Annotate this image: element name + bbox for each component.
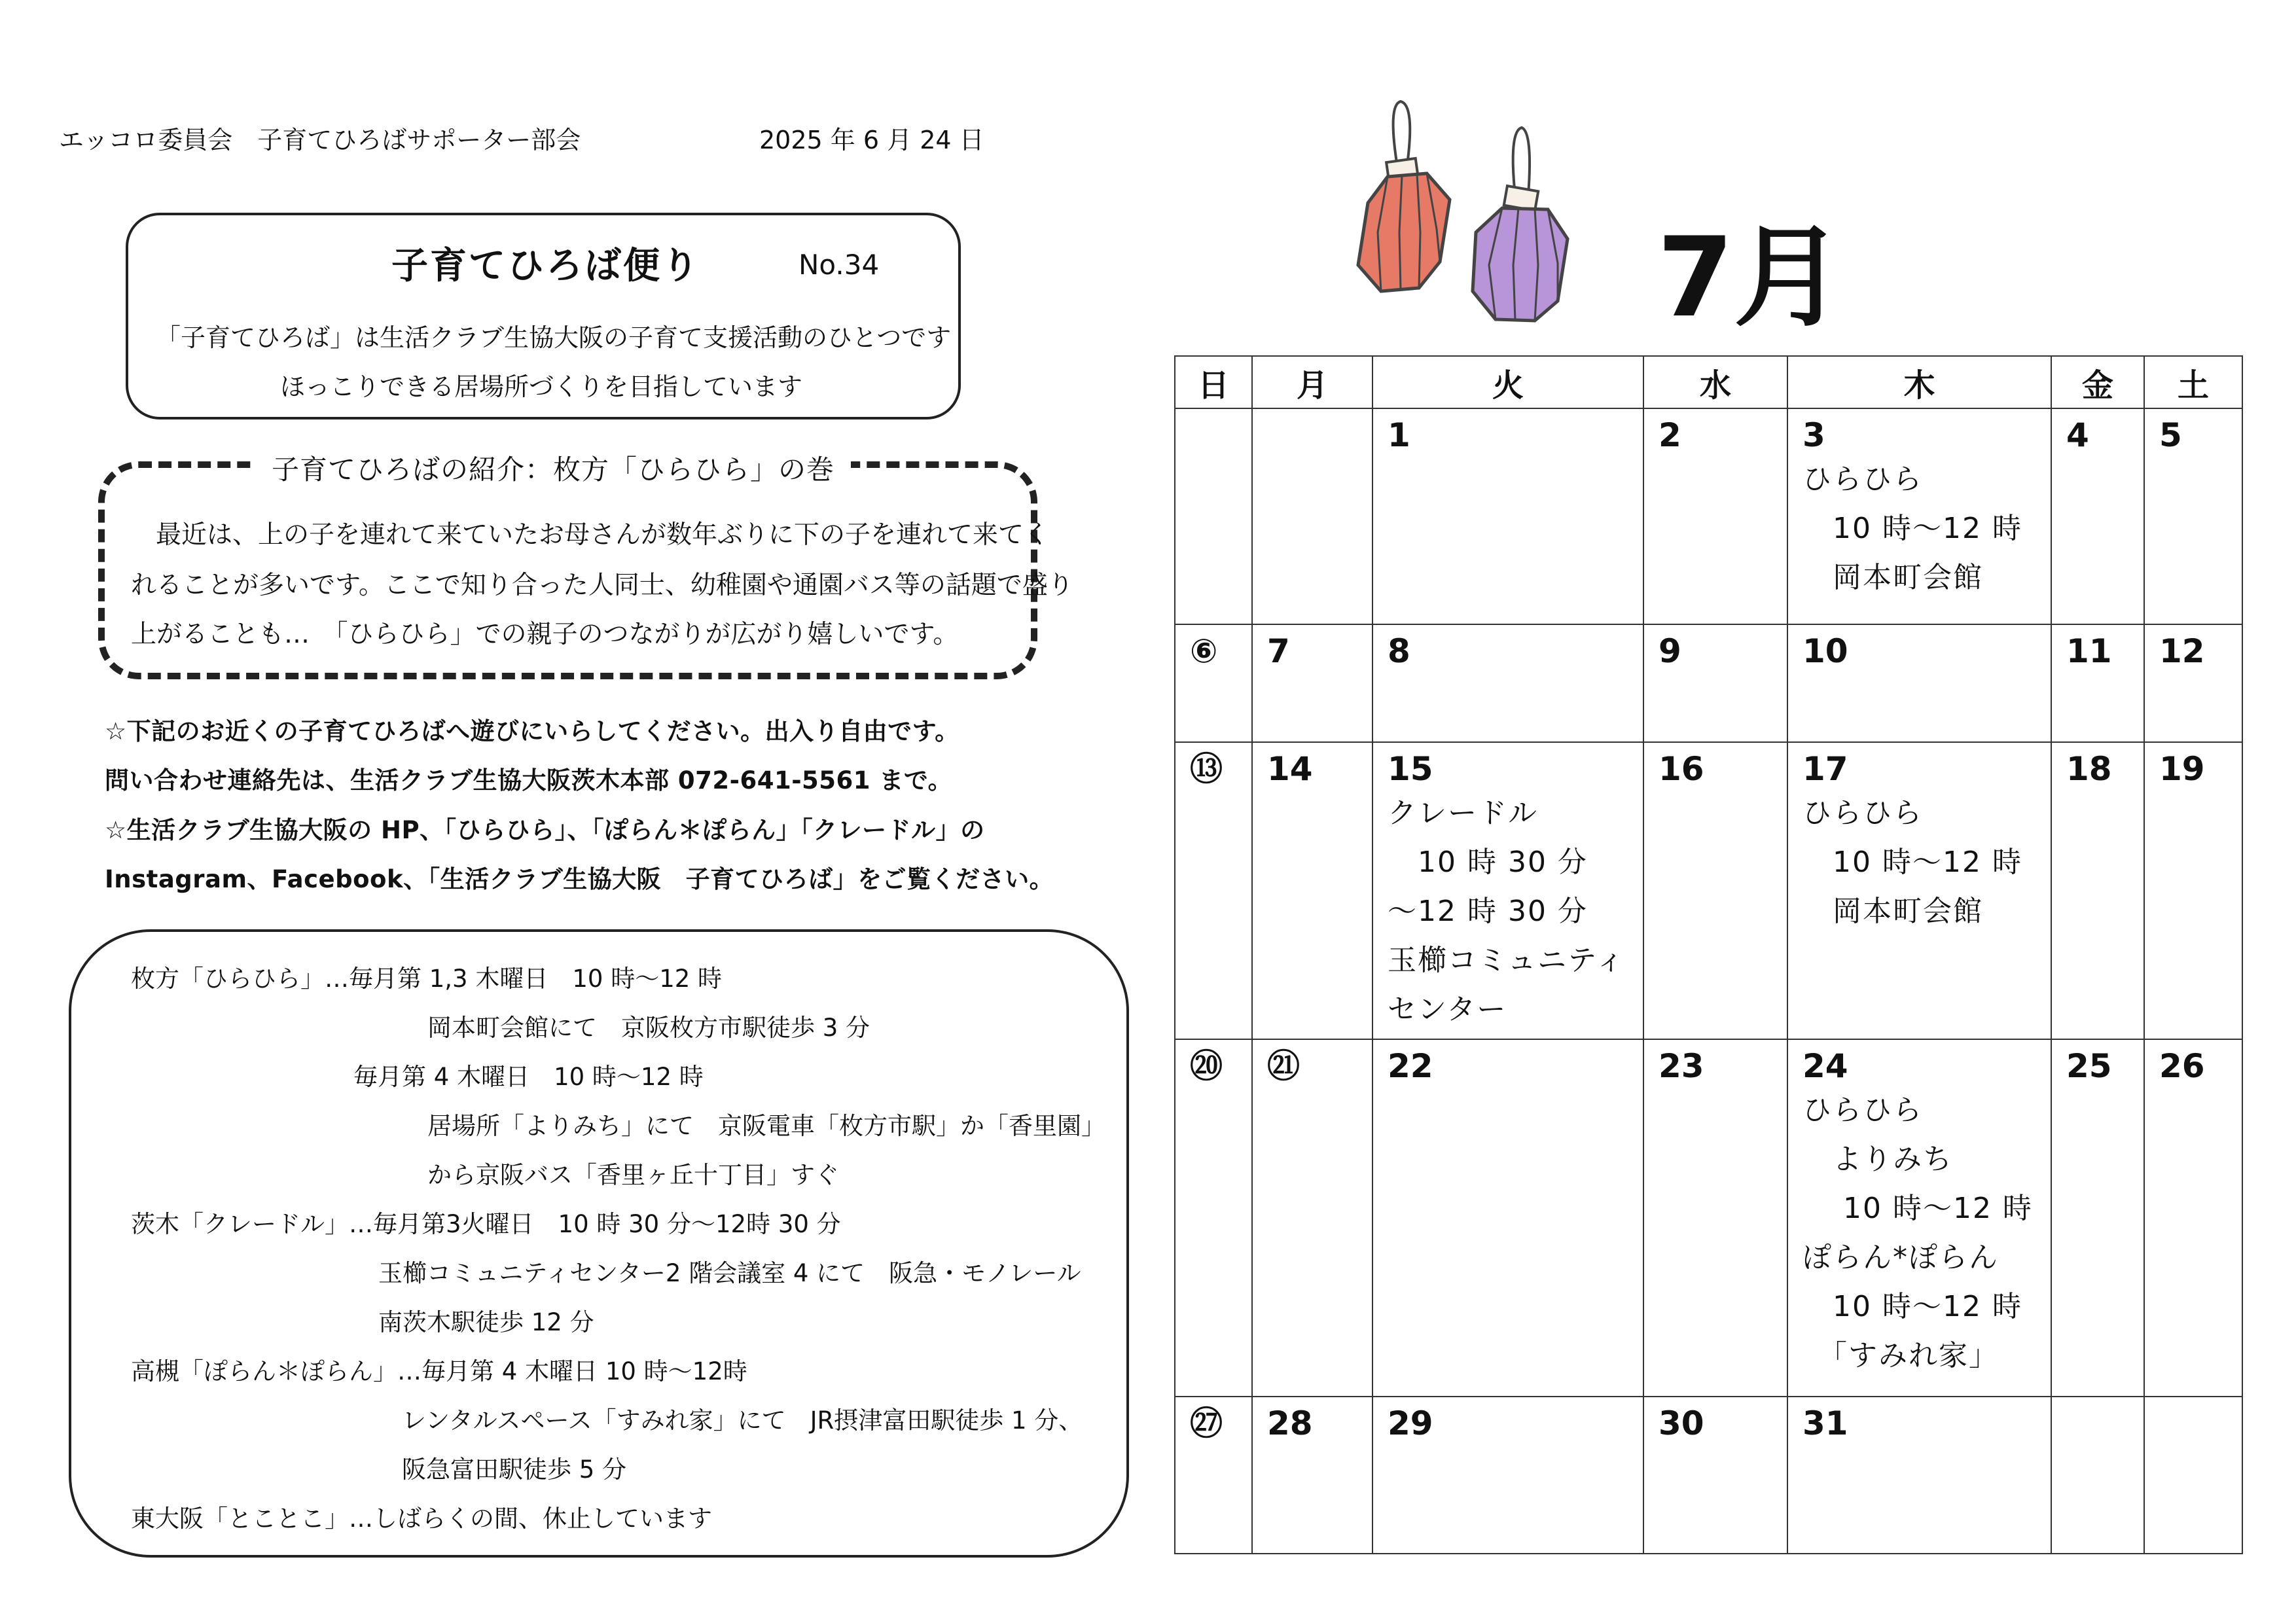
calendar-day-cell (1252, 742, 1372, 1039)
day-number: 9 (1659, 632, 1681, 670)
day-number: 8 (1388, 632, 1410, 670)
calendar-day-cell (1787, 1039, 2051, 1397)
issue-date: 2025 年 6 月 24 日 (759, 126, 984, 154)
event-text: よりみち (1803, 1143, 1953, 1176)
day-number: ⑬ (1190, 750, 1223, 788)
calendar-day-cell (1175, 624, 1252, 742)
calendar-day-cell (1787, 408, 2051, 624)
red-lantern-icon (1358, 101, 1450, 291)
venue-detail: から京阪バス「香里ヶ丘十丁目」すぐ (427, 1161, 839, 1189)
calendar-day-cell (1252, 408, 1372, 624)
day-number: 17 (1803, 750, 1848, 788)
calendar-week-row (1175, 1397, 2242, 1554)
day-number: 5 (2159, 416, 2182, 454)
calendar-week-row (1175, 408, 2242, 624)
calendar-day-cell (2144, 742, 2242, 1039)
calendar-week-row (1175, 1039, 2242, 1397)
venue-cradle: 茨木「クレードル」…毎月第3火曜日 10 時 30 分～12時 30 分 (131, 1210, 841, 1238)
day-number: 3 (1803, 416, 1825, 454)
calendar-day-cell (1372, 1039, 1643, 1397)
day-number: 12 (2159, 632, 2205, 670)
day-number: 18 (2066, 750, 2112, 788)
calendar-day-cell (1643, 408, 1787, 624)
event-text: 10 時 30 分 (1388, 846, 1588, 879)
paper-lantern-illustration (1342, 92, 1597, 334)
calendar-day-cell (2144, 1039, 2242, 1397)
weekday-header: 金 (2051, 356, 2144, 408)
calendar-day-cell (1175, 1397, 1252, 1554)
calendar-day-cell (1372, 742, 1643, 1039)
day-number: 29 (1388, 1404, 1433, 1442)
tagline-line-2: ほっこりできる居場所づくりを目指しています (280, 372, 803, 401)
event-text: 岡本町会館 (1803, 561, 1983, 594)
tagline-line-1: 「子育てひろば」は生活クラブ生協大阪の子育て支援活動のひとつです (156, 323, 952, 352)
day-number: 23 (1659, 1047, 1704, 1085)
weekday-header: 火 (1372, 356, 1643, 408)
calendar-day-cell (2051, 624, 2144, 742)
day-number: 1 (1388, 416, 1410, 454)
event-text: 10 時～12 時 (1803, 846, 2022, 879)
day-number: ⑳ (1190, 1047, 1223, 1085)
event-text: ひらひら (1803, 796, 1923, 830)
calendar-day-cell (2051, 408, 2144, 624)
calendar-day-cell (1787, 1397, 2051, 1554)
introduction-heading: 子育てひろばの紹介：枚方「ひらひら」の巻 (255, 448, 851, 488)
day-number: ㉗ (1190, 1404, 1223, 1442)
introduction-line: 上がることも… 「ひらひら」での親子のつながりが広がり嬉しいです。 (131, 620, 959, 649)
calendar-day-cell (1643, 624, 1787, 742)
calendar-day-cell (2051, 1039, 2144, 1397)
weekday-header: 月 (1252, 356, 1372, 408)
calendar-day-cell (1787, 742, 2051, 1039)
day-number: 28 (1267, 1404, 1313, 1442)
calendar-month: 7月 (1657, 213, 1844, 342)
venue-detail: 玉櫛コミュニティセンター2 階会議室 4 にて 阪急・モノレール (378, 1259, 1081, 1287)
event-text: 「すみれ家」 (1803, 1339, 1999, 1372)
event-text: ぽらん*ぽらん (1803, 1241, 1999, 1274)
calendar-day-cell (1643, 1397, 1787, 1554)
day-number: 10 (1803, 632, 1848, 670)
venue-tokotoko: 東大阪「とことこ」…しばらくの間、休止しています (131, 1505, 712, 1533)
weekday-header: 土 (2144, 356, 2242, 408)
day-number: 15 (1388, 750, 1433, 788)
calendar-day-cell (1372, 1397, 1643, 1554)
calendar-day-cell (2144, 1397, 2242, 1554)
issue-number: No.34 (798, 249, 880, 281)
notice-line: ☆下記のお近くの子育てひろばへ遊びにいらしてください。出入り自由です。 (105, 717, 960, 745)
organization-name: エッコロ委員会 子育てひろばサポーター部会 (59, 126, 581, 154)
weekday-header: 木 (1787, 356, 2051, 408)
venue-detail: レンタルスペース「すみれ家」にて JR摂津富田駅徒歩 1 分、 (402, 1406, 1083, 1435)
day-number: 19 (2159, 750, 2205, 788)
day-number: 16 (1659, 750, 1704, 788)
notice-line: Instagram、Facebook、「生活クラブ生協大阪 子育てひろば」をご覧ください。 (105, 865, 1054, 893)
day-number: 2 (1659, 416, 1681, 454)
weekday-header: 水 (1643, 356, 1787, 408)
calendar-day-cell (1372, 408, 1643, 624)
day-number: 14 (1267, 750, 1313, 788)
calendar-day-cell (1643, 742, 1787, 1039)
calendar-day-cell (2051, 742, 2144, 1039)
venue-polan: 高槻「ぽらん＊ぽらん」…毎月第 4 木曜日 10 時～12時 (131, 1357, 747, 1385)
introduction-line: れることが多いです。ここで知り合った人同士、幼稚園や通園バス等の話題で盛り (131, 571, 1073, 600)
day-number: 25 (2066, 1047, 2112, 1085)
day-number: 11 (2066, 632, 2112, 670)
day-number: ⑥ (1190, 632, 1218, 670)
calendar-day-cell (1175, 742, 1252, 1039)
weekday-header-row (1175, 356, 2242, 408)
day-number: 4 (2066, 416, 2089, 454)
contact-line: 問い合わせ連絡先は、生活クラブ生協大阪茨木本部 072-641-5561 まで。 (105, 766, 953, 794)
event-text: 岡本町会館 (1803, 895, 1983, 928)
event-text: センター (1388, 993, 1507, 1026)
calendar-day-cell (1252, 1397, 1372, 1554)
day-number: 7 (1267, 632, 1290, 670)
calendar-day-cell (1252, 1039, 1372, 1397)
event-text: 玉櫛コミュニティ (1388, 944, 1626, 977)
venue-detail: 居場所「よりみち」にて 京阪電車「枚方市駅」か「香里園」 (427, 1112, 1105, 1140)
day-number: ㉑ (1267, 1047, 1300, 1085)
event-text: 10 時～12 時 (1803, 512, 2022, 545)
venue-detail: 毎月第 4 木曜日 10 時～12 時 (353, 1063, 704, 1091)
day-number: 30 (1659, 1404, 1704, 1442)
calendar-day-cell (1175, 408, 1252, 624)
event-text: 10 時～12 時 (1803, 1290, 2022, 1323)
event-text: クレードル (1388, 796, 1538, 830)
calendar-day-cell (1175, 1039, 1252, 1397)
calendar-day-cell (2144, 624, 2242, 742)
calendar-week-row (1175, 742, 2242, 1039)
calendar-day-cell (1252, 624, 1372, 742)
day-number: 24 (1803, 1047, 1848, 1085)
calendar-day-cell (1372, 624, 1643, 742)
notice-line: ☆生活クラブ生協大阪の HP、「ひらひら」、「ぽらん＊ぽらん」「クレードル」の (105, 816, 985, 844)
day-number: 26 (2159, 1047, 2205, 1085)
venue-detail: 岡本町会館にて 京阪枚方市駅徒歩 3 分 (427, 1014, 870, 1042)
newsletter-title: 子育てひろば便り (391, 245, 700, 287)
introduction-line: 最近は、上の子を連れて来ていたお母さんが数年ぶりに下の子を連れて来てく (156, 520, 1050, 550)
day-number: 31 (1803, 1404, 1848, 1442)
day-number: 22 (1388, 1047, 1433, 1085)
venue-detail: 阪急富田駅徒歩 5 分 (402, 1455, 627, 1484)
event-calendar (1174, 355, 2243, 1554)
event-text: ひらひら (1803, 1094, 1923, 1127)
event-text: 10 時～12 時 (1803, 1192, 2033, 1225)
calendar-week-row (1175, 624, 2242, 742)
calendar-day-cell (1787, 624, 2051, 742)
venue-hirahira: 枚方「ひらひら」…毎月第 1,3 木曜日 10 時～12 時 (131, 965, 723, 993)
venue-detail: 南茨木駅徒歩 12 分 (378, 1308, 594, 1336)
purple-lantern-icon (1473, 128, 1568, 321)
event-text: ～12 時 30 分 (1388, 895, 1588, 928)
weekday-header: 日 (1175, 356, 1252, 408)
calendar-day-cell (2144, 408, 2242, 624)
event-text: ひらひら (1803, 463, 1923, 496)
calendar-day-cell (1643, 1039, 1787, 1397)
calendar-day-cell (2051, 1397, 2144, 1554)
